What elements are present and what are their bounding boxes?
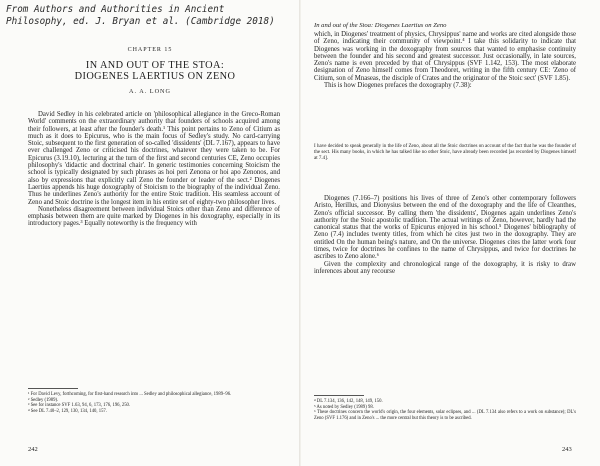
left-folio: 242 bbox=[28, 446, 38, 453]
left-paragraph-2: Nonetheless disagreement between individual Stoics other than Zeno and difference of emphasis between them are quite marked by Diogenes in his doxography, especially in its introductory pages.³ Equally noteworthy is the frequency with bbox=[28, 205, 280, 228]
left-footnote-4: ⁴ See DL 7.40–2, 129, 130, 134, 140, 157. bbox=[28, 408, 107, 414]
block-quote: I have decided to speak generally in the life of Zeno, about all the Stoic doctrines on account of the fact that he was the founder of the sect. His many books, in which he has talked like no other Stoic, have already been recorded [as recorded by Diogenes himself at 7.4]. bbox=[314, 144, 576, 162]
chapter-number: CHAPTER 15 bbox=[127, 47, 173, 53]
right-paragraph-1: which, in Diogenes' treatment of physics, Chrysippus' name and works are cited alongside those of Zeno, indicating their community of viewpoint.⁴ I take this solidarity to indicate that Diogenes was working in the doxography from sources that wanted to emphasise continuity between the founder and his second and greatest successor. Just occasionally, in late sources, Zeno's name is even preceded by that of Chrysippus (SVF 1.142, 153). The most elaborate designation of Zeno himself comes from Theodoret, writing in the fifth century CE: 'Zeno of Citium, son of Mnaseas, the disciple of Crates and the originator of the Stoic sect' (SVF 1.85). bbox=[314, 31, 576, 82]
running-head: In and out of the Stoa: Diogenes Laertius on Zeno bbox=[314, 22, 447, 29]
right-paragraph-2: This is how Diogenes prefaces the doxography (7.38): bbox=[324, 82, 472, 90]
left-body-text bbox=[28, 111, 280, 228]
left-footnote-3: ³ See for instance SVF 1.63, 94, 6, 173, 176, 196, 250. bbox=[28, 403, 131, 409]
right-footnote-1: ⁴ DL 7.134, 136, 142, 148, 149, 150. bbox=[314, 399, 383, 404]
right-footnote-2: ⁵ As noted by Sedley (1989) 98. bbox=[314, 404, 374, 410]
right-body-text-top bbox=[314, 31, 576, 89]
right-footnote-rule bbox=[314, 395, 364, 396]
right-paragraph-3: Diogenes (7.166–7) positions his lives of three of Zeno's other contemporary followers Aristo, Herillus, and Dionysius between the end of the doxography and the life of Cleanthes, Zeno's official successor. By calling them 'the dissidents', Diogenes again underlines Zeno's authority for the Stoic apostolic tradition. The actual writings of Zeno, however, hardly had the canonical status that the works of Epicurus enjoyed in his school.⁵ Diogenes' bibliography of Zeno (7.4) includes twenty titles, from which he cites just two in the doxography. They are entitled On the human being's nature, and On the universe. Diogenes cites the latter work four times, twice for doctrines he confines to the name of Chrysippus, and twice for doctrines he ascribes to Zeno alone.⁶ bbox=[314, 195, 576, 261]
annotation-line-2: Philosophy, ed. J. Bryan et al. (Cambridge 2018) bbox=[6, 16, 275, 27]
right-footnotes bbox=[314, 399, 576, 421]
left-footnotes bbox=[28, 392, 280, 414]
left-footnote-1: ¹ For David Levy, forthcoming, for first-hand research into ... Sedley and philosophical allegiance, 1989–96. bbox=[28, 392, 232, 397]
handwritten-annotation bbox=[6, 4, 286, 28]
annotation-line-1: From Authors and Authorities in Ancient bbox=[6, 4, 225, 15]
right-page bbox=[300, 0, 600, 466]
right-folio: 243 bbox=[562, 446, 572, 453]
chapter-author: A. A. LONG bbox=[129, 88, 171, 95]
right-body-text-bottom bbox=[314, 195, 576, 275]
left-footnote-2: ² Sedley (1989). bbox=[28, 397, 59, 403]
right-footnote-3: ⁶ These doctrines concern the world's origin, the four elements, solar eclipses, and ... (DL 7.134 also refers to a work on substance); DL's Zeno (SVF 1.176) and in Zeno's ... the more central but this theory is to be ascribed. bbox=[314, 410, 576, 421]
chapter-title: IN AND OUT OF THE STOA: DIOGENES LAERTIUS ON ZENO bbox=[74, 60, 236, 82]
right-paragraph-4: Given the complexity and chronological range of the doxography, it is risky to draw inferences about any recourse bbox=[314, 260, 576, 275]
footnote-rule bbox=[28, 388, 78, 389]
left-paragraph-1: David Sedley in his celebrated article on 'philosophical allegiance in the Greco-Roman World' comments on the extraordinary authority that founders of schools acquired among their followers, at least after the founder's death.¹ This point pertains to Zeno of Citium as much as it does to Epicurus, who is the main focus of Sedley's study. No card-carrying Stoic, subsequent to the first generation of so-called 'dissidents' (DL 7.167), appears to have ever challenged Zeno or criticised his doctrines, whatever they were taken to be. For Epicurus (3.19.10), lecturing at the turn of the first and second centuries CE, Zeno occupies philosophy's 'didactic and doctrinal chair'. In generic testimonies concerning Stoicism the school is typically designated by such phrases as hoi peri Zenona or hoi apo Zenonos, and also by expressions that explicitly call Zeno the founder or leader of the sect.² Diogenes Laertius appends his huge doxography of Stoicism to the biography of the individual Zeno. Thus he underlines Zeno's authority for the entire Stoic tradition. His seamless account of Zeno and Stoic doctrine is the longest item in his entire set of eighty-two philosopher lives. bbox=[28, 111, 280, 206]
